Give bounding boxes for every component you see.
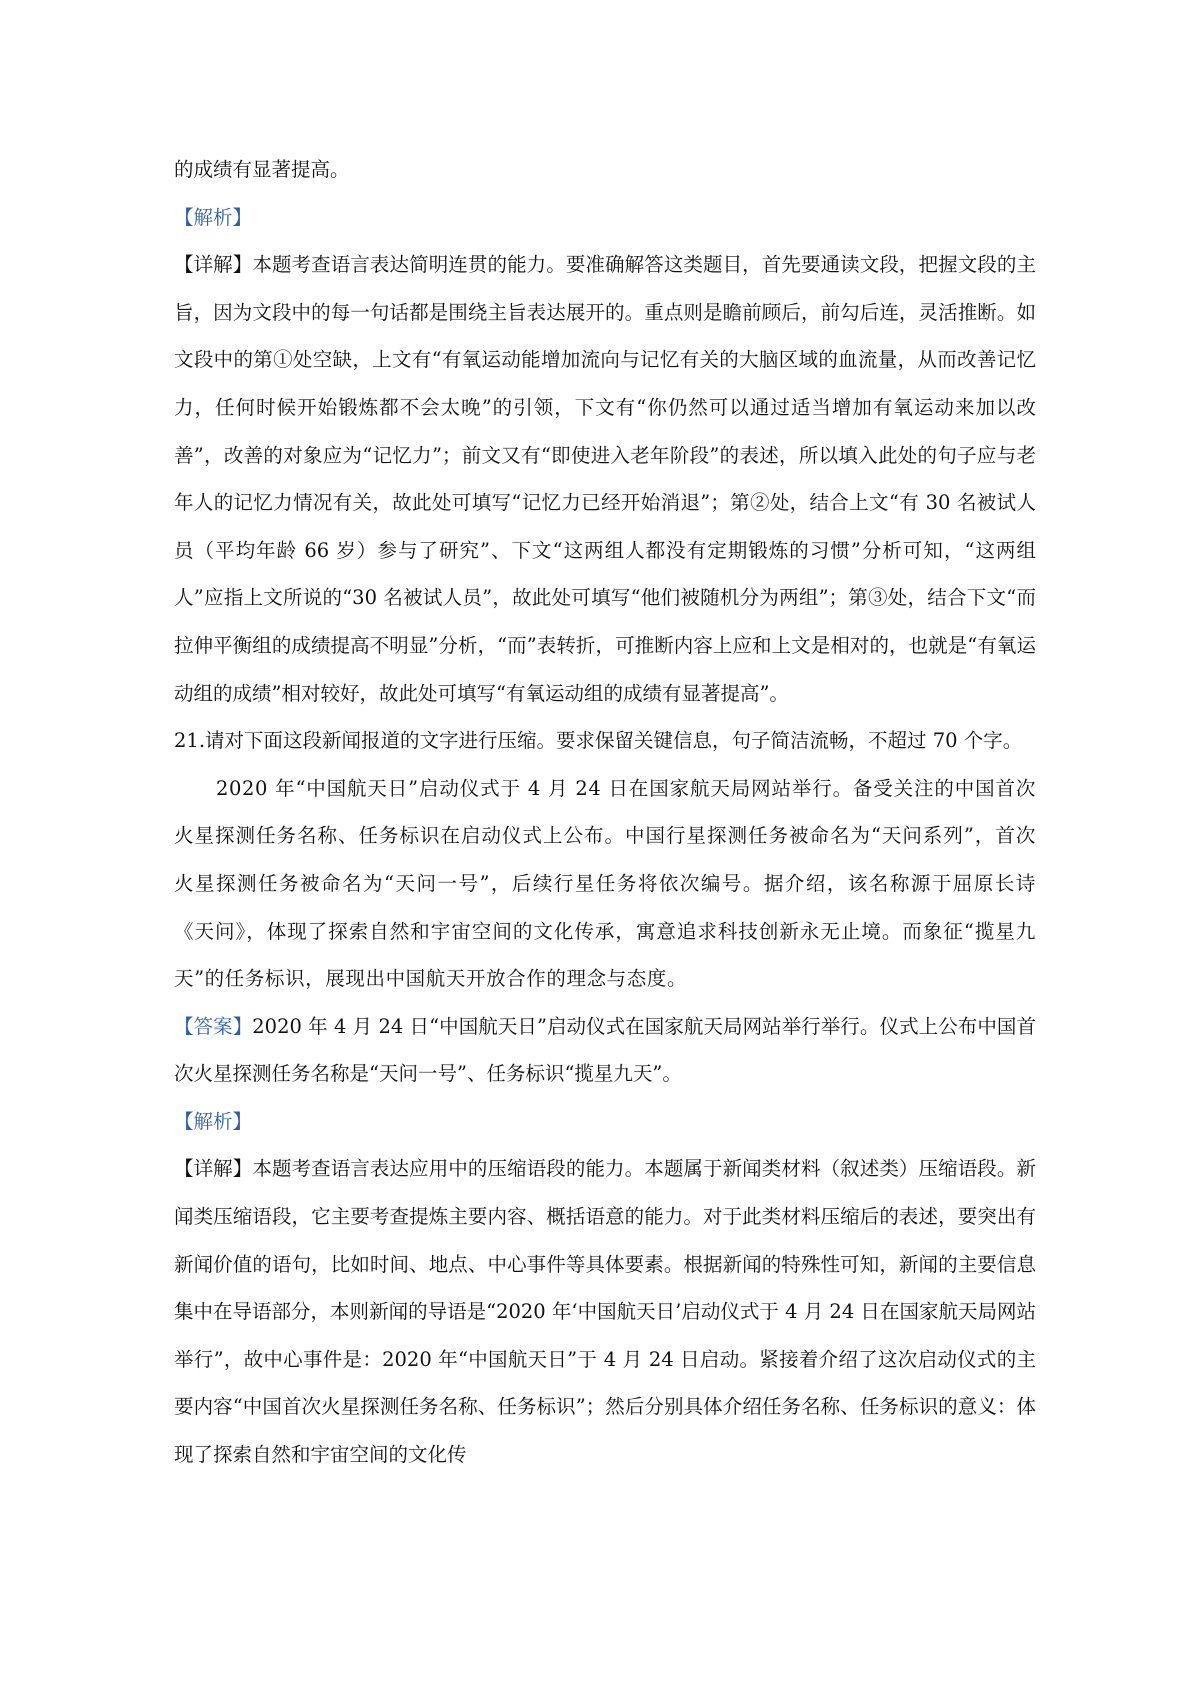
question-21: 21.请对下面这段新闻报道的文字进行压缩。要求保留关键信息，句子简洁流畅，不超过 70 个字。 [174,729,1023,753]
detail-paragraph-2 [174,1145,1036,1478]
detail-text-2: 本题考查语言表达应用中的压缩语段的能力。本题属于新闻类材料（叙述类）压缩语段。新闻类压缩语段，它主要考查提炼主要内容、概括语意的能力。对于此类材料压缩后的表述，要突出有新闻价值的语句，比如时间、地点、中心事件等具体要素。根据新闻的特殊性可知，新闻的主要信息集中在导语部分，本则新闻的导语是“2020 年‘中国航天日’启动仪式于 4 月 24 日在国家航天局网站举行”，故中心事件是：2020 年“中国航天日”于 4 月 24 日启动。紧接着介绍了这次启动仪式的主要内容“中国首次火星探测任务名称、任务标识”；然后分别具体介绍任务名称、任务标识的意义：体现了探索自然和宇宙空间的文化传 [174,1157,1036,1467]
answer-paragraph [174,1003,1036,1098]
analysis-tag: 【解析】 [174,205,253,229]
answer-text: 2020 年 4 月 24 日“中国航天日”启动仪式在国家航天局网站举行举行。仪式上公布中国首次火星探测任务名称是“天问一号”、任务标识“揽星九天”。 [174,1014,1036,1086]
analysis-heading [174,194,1036,242]
news-passage: 2020 年“中国航天日”启动仪式于 4 月 24 日在国家航天局网站举行。备受关注的中国首次火星探测任务名称、任务标识在启动仪式上公布。中国行星探测任务被命名为“天问系列”，首次火星探测任务被命名为“天问一号”，后续行星任务将依次编号。据介绍，该名称源于屈原长诗《天问》，体现了探索自然和宇宙空间的文化传承，寓意追求科技创新永无止境。而象征“揽星九天”的任务标识，展现出中国航天开放合作的理念与态度。 [174,776,1036,991]
detail-paragraph-1 [174,241,1036,717]
answer-tag: 【答案】 [174,1014,253,1038]
detail-text: 本题考查语言表达简明连贯的能力。要准确解答这类题目，首先要通读文段，把握文段的主旨，因为文段中的每一句话都是围绕主旨表达展开的。重点则是瞻前顾后，前勾后连，灵活推断。如文段中的第①处空缺，上文有“有氧运动能增加流向与记忆有关的大脑区域的血流量，从而改善记忆力，任何时候开始锻炼都不会太晚”的引领，下文有“你仍然可以通过适当增加有氧运动来加以改善”，改善的对象应为“记忆力”；前文又有“即使进入老年阶段”的表述，所以填入此处的句子应与老年人的记忆力情况有关，故此处可填写“记忆力已经开始消退”；第②处，结合上文“有 30 名被试人员（平均年龄 66 岁）参与了研究”、下文“这两组人都没有定期锻炼的习惯”分析可知，“这两组人”应指上文所说的“30 名被试人员”，故此处可填写“他们被随机分为两组”；第③处，结合下文“而拉伸平衡组的成绩提高不明显”分析，“而”表转折，可推断内容上应和上文是相对的，也就是“有氧运动组的成绩”相对较好，故此处可填写“有氧运动组的成绩有显著提高”。 [174,253,1036,705]
detail-tag-2: 【详解】 [174,1157,253,1181]
paragraph-continuation: 的成绩有显著提高。 [174,158,350,181]
analysis-tag-2: 【解析】 [174,1109,253,1133]
detail-tag: 【详解】 [174,253,253,277]
analysis-heading-2 [174,1098,1036,1146]
document-page [174,146,1036,1479]
